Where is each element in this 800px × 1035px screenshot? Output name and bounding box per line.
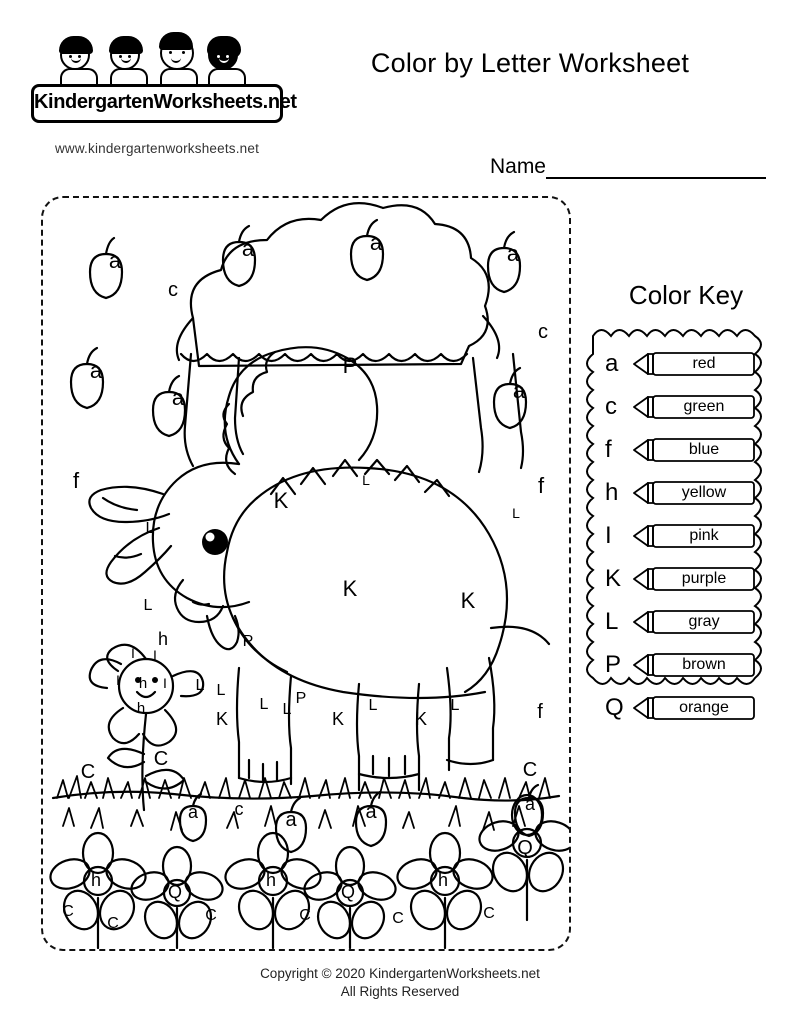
picture-letter-label: f [72, 468, 80, 493]
crayon-color-label: blue [688, 440, 720, 458]
kid-icon-1 [60, 40, 98, 84]
picture-letter-label: L [282, 701, 292, 718]
crayon-icon [631, 652, 755, 678]
picture-letter-label: a [108, 248, 122, 273]
color-key-letter: L [605, 607, 619, 635]
logo-banner [31, 84, 297, 123]
logo-text: KindergartenWorksheets.net [34, 91, 297, 113]
kid-icon-2 [110, 40, 148, 84]
picture-letter-label: c [168, 279, 178, 301]
picture-letter-label: I [116, 672, 120, 688]
color-key-letter: h [605, 478, 619, 506]
picture-letter-label: C [107, 915, 119, 932]
name-field-row [490, 155, 766, 179]
color-key-row [603, 686, 755, 729]
picture-letter-label: h [157, 629, 169, 649]
color-key-letter: I [605, 521, 612, 549]
color-key-row [603, 385, 755, 428]
picture-letter-label: f [537, 473, 545, 498]
crayon-icon [631, 566, 755, 592]
picture-letter-label: a [365, 801, 377, 823]
dinosaur-scene-drawing [43, 198, 569, 949]
copyright-text: Copyright © 2020 KindergartenWorksheets.net [260, 966, 540, 981]
picture-letter-label: L [216, 682, 226, 699]
picture-letter-label: C [62, 903, 74, 920]
color-key-row [603, 428, 755, 471]
crayon-color-label: brown [682, 655, 726, 673]
color-key-row [603, 342, 755, 385]
page-title: Color by Letter Worksheet [370, 48, 690, 78]
picture-letter-label: L [362, 472, 370, 488]
site-url: www.kindergartenworksheets.net [54, 141, 260, 156]
picture-letter-label: K [460, 588, 476, 613]
picture-letter-label: I [153, 647, 157, 663]
picture-letter-label: L [145, 520, 155, 537]
crayon-color-label: yellow [681, 483, 727, 501]
crayon-icon [631, 695, 755, 721]
picture-letter-label: a [171, 385, 185, 410]
color-key-letter: f [605, 435, 612, 463]
picture-letter-label: L [195, 677, 205, 694]
picture-letter-label: P [295, 690, 307, 707]
picture-letter-label: L [143, 597, 153, 614]
picture-letter-label: a [285, 809, 297, 831]
picture-letter-label: h [265, 870, 277, 890]
picture-letter-label: L [259, 696, 269, 713]
picture-letter-label: h [90, 870, 102, 890]
picture-letter-label: Q [167, 882, 183, 902]
kids-illustration [32, 32, 282, 84]
picture-letter-label: a [241, 236, 255, 261]
color-key-letter: P [605, 650, 622, 678]
color-key-list [603, 342, 755, 729]
crayon-icon [631, 480, 755, 506]
color-key-row [603, 557, 755, 600]
picture-letter-label: Q [340, 882, 356, 902]
picture-letter-label: K [414, 709, 428, 729]
picture-letter-label: h [136, 700, 146, 717]
picture-letter-label: a [506, 241, 520, 266]
picture-letter-label: f [537, 701, 543, 723]
color-key-letter: a [605, 349, 619, 377]
picture-letter-label: a [369, 230, 383, 255]
picture-letter-label: a [512, 378, 526, 403]
rights-text: All Rights Reserved [340, 984, 460, 1000]
picture-letter-label: Q [517, 837, 533, 859]
picture-letter-label: C [392, 910, 404, 927]
picture-letter-label: L [512, 505, 520, 521]
crayon-icon [631, 394, 755, 420]
picture-letter-label: h [138, 675, 148, 692]
color-key-row [603, 471, 755, 514]
picture-letter-label: c [234, 799, 244, 819]
kid-icon-4 [208, 40, 246, 84]
site-logo[interactable] [22, 32, 297, 156]
picture-letter-label: P [342, 353, 358, 378]
picture-letter-label: K [342, 576, 358, 601]
picture-letter-label: C [483, 905, 495, 922]
picture-letter-label: a [89, 358, 103, 383]
picture-letter-label: a [187, 802, 199, 822]
crayon-icon [631, 437, 755, 463]
color-key-row [603, 643, 755, 686]
crayon-color-label: green [683, 397, 725, 415]
crayon-color-label: pink [689, 526, 719, 544]
picture-letter-label: c [538, 321, 548, 343]
name-label: Name [489, 155, 546, 178]
color-key-title: Color Key [628, 280, 744, 310]
picture-letter-label: C [153, 748, 169, 770]
picture-letter-label: I [131, 645, 135, 661]
picture-letter-label: K [215, 709, 229, 729]
crayon-color-label: orange [679, 698, 729, 716]
color-key-row [603, 514, 755, 557]
picture-letter-label: K [273, 488, 289, 513]
color-key-letter: c [605, 392, 617, 420]
picture-letter-label: C [80, 761, 96, 783]
color-key-letter: K [605, 564, 622, 592]
crayon-icon [631, 609, 755, 635]
picture-letter-label: C [299, 907, 311, 924]
color-key-box [585, 322, 767, 744]
picture-letter-label: K [331, 709, 345, 729]
crayon-color-label: purple [681, 569, 727, 587]
page-header [0, 26, 800, 156]
color-key-letter: Q [605, 693, 624, 721]
crayon-icon [631, 523, 755, 549]
picture-letter-label: C [205, 907, 217, 924]
picture-letter-label: P [242, 633, 254, 650]
crayon-icon [631, 351, 755, 377]
crayon-color-label: red [692, 354, 716, 372]
color-key-row [603, 600, 755, 643]
picture-letter-label: L [450, 697, 460, 714]
crayon-color-label: gray [688, 612, 720, 630]
kid-icon-3 [160, 36, 198, 84]
picture-letter-label: h [437, 870, 449, 890]
coloring-picture-panel[interactable] [41, 196, 571, 951]
picture-letter-label: a [524, 794, 536, 814]
picture-letter-label: L [368, 697, 378, 714]
name-input-blank[interactable] [546, 158, 766, 179]
page-footer [0, 965, 800, 1001]
picture-letter-label: I [163, 675, 167, 691]
picture-letter-label: C [522, 759, 538, 781]
